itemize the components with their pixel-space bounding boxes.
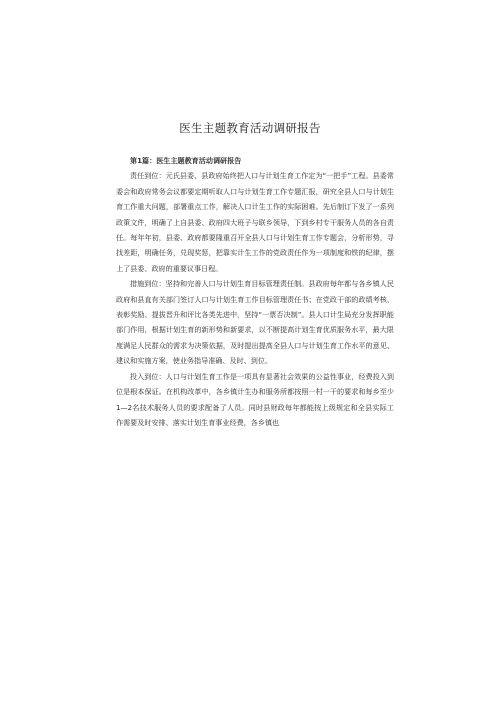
paragraph-investment: 投入到位：人口与计划生育工作是一项具有显著社会效果的公益性事业，经费投入到位是根本保证。在机构改革中，各乡镇计生办和服务所都按照一村一干的要求和每乡至少1—2名技术服务人员的要求配备了人员。同时县财政每年都能按上级规定和全县实际工作需要及时安排、落实计划生育事业经费，各乡镇也 [116, 371, 394, 427]
document-title: 医生主题教育活动调研报告 [179, 121, 321, 135]
document-body [116, 153, 394, 430]
paragraph-measures: 措施到位：坚持和完善人口与计划生育目标管理责任制。县政府每年都与各乡镇人民政府和县直有关部门签订人口与计划生育工作目标管理责任书；在党政干部的政绩考核、表彰奖励、提拔晋升和评比各类先进中，坚持“一票否决制”。县人口计生局充分发挥职能部门作用，根据计划生育的新形势和新要求，以不断提高计划生育优质服务水平，最大限度满足人民群众的需求为决策依据，及时提出提高全县人口与计划生育工作水平的意见、建议和实施方案，使业务指导准确、及时、到位。 [116, 279, 394, 366]
paragraph-responsibility: 责任到位：元氏县委、县政府始终把人口与计划生育工作定为“一把手”工程。县委常委会和政府常务会议都要定期听取人口与计划生育工作专题汇报，研究全县人口与计划生育工作重大问题，部署重点工作，解决人口计生工作的实际困难。先后制订下发了一系列政策文件，明确了上自县委、政府四大班子与联乡领导，下到乡村专干服务人员的各自责任。每年年初，县委、政府都要隆重召开全县人口与计划生育工作专题会，分析形势，寻找差距，明确任务，兑现奖惩，把靠实计生工作的党政责任作为一项制度和铁的纪律，摆上了县委、政府的重要议事日程。 [116, 171, 394, 273]
document-subtitle: 第1篇：医生主题教育活动调研报告 [130, 156, 242, 165]
